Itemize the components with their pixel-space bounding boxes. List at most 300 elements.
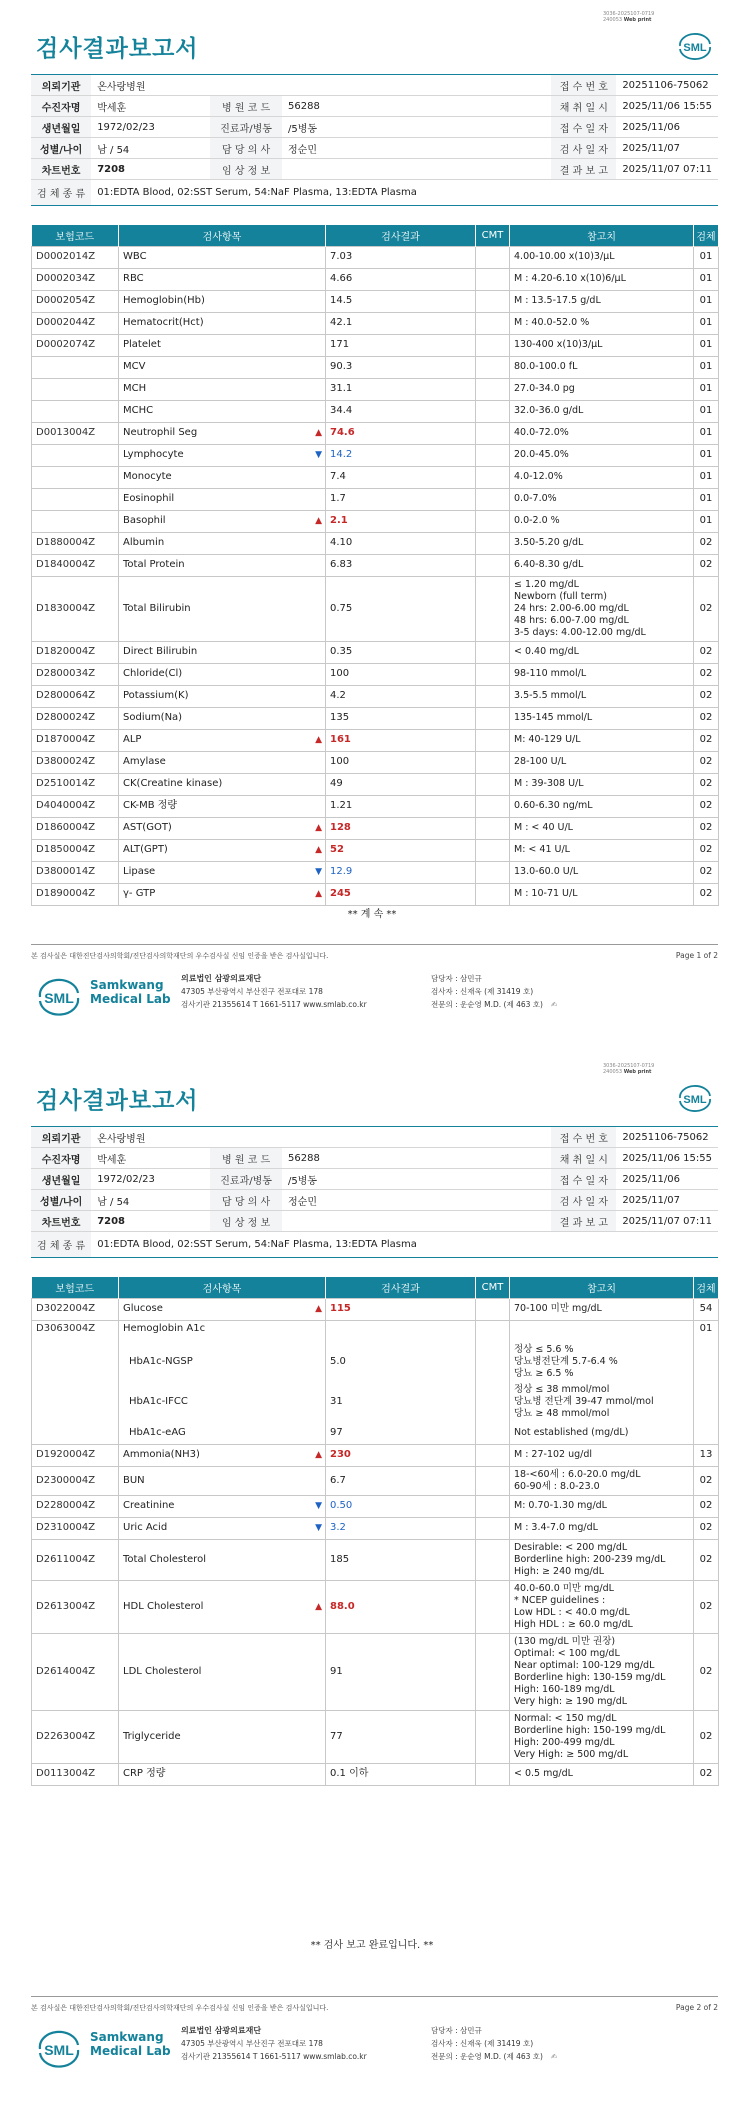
- col-spec-header: 검체: [694, 225, 719, 246]
- specimen-value: 01:EDTA Blood, 02:SST Serum, 54:NaF Plasma, 13:EDTA Plasma: [91, 180, 718, 206]
- result-reference: M : 39-308 U/L: [510, 773, 694, 795]
- result-code: [32, 444, 119, 466]
- result-item-label: HbA1c-NGSP: [129, 1356, 193, 1367]
- coll-value: 2025/11/06 15:55: [616, 96, 718, 117]
- result-item-label: Amylase: [123, 756, 166, 767]
- result-specimen: 02: [694, 729, 719, 751]
- dept-value: /5병동: [282, 1169, 551, 1190]
- result-cmt: [476, 312, 510, 334]
- dept-label: 진료과/병동: [210, 1169, 282, 1190]
- result-code: D2611004Z: [32, 1539, 119, 1580]
- test-value: 2025/11/07: [616, 138, 718, 159]
- result-cmt: [476, 1539, 510, 1580]
- result-reference: 정상 ≤ 5.6 % 당뇨병전단계 5.7-6.4 % 당뇨 ≥ 6.5 %: [510, 1342, 694, 1382]
- lab-name-line: Samkwang: [90, 2030, 164, 2044]
- clinical-label: 임 상 정 보: [210, 159, 282, 180]
- result-cmt: [476, 1466, 510, 1495]
- coll-value: 2025/11/06 15:55: [616, 1148, 718, 1169]
- coll-label: 채 취 일 시: [551, 1148, 616, 1169]
- result-cmt: [476, 554, 510, 576]
- recv-label: 접 수 일 자: [551, 117, 616, 138]
- result-specimen: 02: [694, 1466, 719, 1495]
- result-specimen: 02: [694, 1539, 719, 1580]
- result-cmt: [476, 290, 510, 312]
- result-item-label: Hematocrit(Hct): [123, 317, 204, 328]
- report-label: 결 과 보 고: [551, 1211, 616, 1232]
- low-flag-icon: ▼: [315, 450, 322, 460]
- stamp-line: 240053: [603, 1069, 623, 1075]
- result-code: D0002054Z: [32, 290, 119, 312]
- result-row: [32, 334, 719, 356]
- results-table: [31, 1277, 719, 1786]
- hospcode-label: 병 원 코 드: [210, 96, 282, 117]
- result-value: 91: [326, 1633, 476, 1710]
- sexage-value: 남 / 54: [91, 1190, 210, 1211]
- result-row: [32, 1539, 719, 1580]
- result-item: [119, 444, 326, 466]
- result-item: [119, 290, 326, 312]
- result-cmt: [476, 795, 510, 817]
- high-flag-icon: ▲: [315, 889, 322, 899]
- staff-line: 검사자 : 신재욱 (제 31419 호): [431, 987, 534, 996]
- result-code: D2614004Z: [32, 1633, 119, 1710]
- result-value: 0.75: [326, 576, 476, 641]
- result-item-label: Lymphocyte: [123, 449, 184, 460]
- result-reference: (130 mg/dL 미만 권장) Optimal: < 100 mg/dL Near optimal: 100-129 mg/dL Borderline high: 130-159 mg/dL High: 160-189 mg/dL Very high: ≥ 190 mg/dL: [510, 1633, 694, 1710]
- chart-label: 차트번호: [31, 159, 91, 180]
- result-reference: 0.0-7.0%: [510, 488, 694, 510]
- name-value: 박세훈: [91, 1148, 210, 1169]
- patient-info-table: [31, 74, 718, 206]
- result-item: [119, 488, 326, 510]
- result-reference: 4.00-10.00 x(10)3/μL: [510, 246, 694, 268]
- result-value: 31.1: [326, 378, 476, 400]
- result-reference: [510, 1320, 694, 1342]
- result-specimen: 01: [694, 312, 719, 334]
- report-page-2: [0, 1052, 744, 2104]
- result-item-label: Albumin: [123, 537, 165, 548]
- result-cmt: [476, 883, 510, 905]
- result-reference: 정상 ≤ 38 mmol/mol 당뇨병 전단계 39-47 mmol/mol 당뇨 ≥ 48 mmol/mol: [510, 1382, 694, 1422]
- result-specimen: 02: [694, 795, 719, 817]
- clinical-value: [282, 159, 551, 180]
- result-row: [32, 1298, 719, 1320]
- result-reference: 0.0-2.0 %: [510, 510, 694, 532]
- result-item: [119, 532, 326, 554]
- result-value: 4.10: [326, 532, 476, 554]
- lab-name-line: Medical Lab: [90, 992, 171, 1006]
- result-item: [119, 883, 326, 905]
- result-reference: 32.0-36.0 g/dL: [510, 400, 694, 422]
- signature-icon: ✍: [550, 1000, 558, 1009]
- result-item-label: Monocyte: [123, 471, 172, 482]
- high-flag-icon: ▲: [315, 1304, 322, 1314]
- logo-text: SML: [44, 2042, 74, 2058]
- result-reference: 3.50-5.20 g/dL: [510, 532, 694, 554]
- result-code: D1880004Z: [32, 532, 119, 554]
- result-cmt: [476, 861, 510, 883]
- result-item: [119, 356, 326, 378]
- result-reference: 70-100 미만 mg/dL: [510, 1298, 694, 1320]
- result-specimen: 02: [694, 707, 719, 729]
- result-row: [32, 1320, 719, 1342]
- result-reference: 40.0-72.0%: [510, 422, 694, 444]
- result-specimen: 02: [694, 1710, 719, 1763]
- result-code: D0002034Z: [32, 268, 119, 290]
- col-cmt-header: CMT: [476, 225, 510, 246]
- test-label: 검 사 일 자: [551, 138, 616, 159]
- result-code: [32, 378, 119, 400]
- report-label: 결 과 보 고: [551, 159, 616, 180]
- results-table: [31, 225, 719, 906]
- result-row: [32, 576, 719, 641]
- lab-name: [90, 978, 171, 1006]
- result-item-label: CK(Creatine kinase): [123, 778, 223, 789]
- result-item-label: Basophil: [123, 515, 166, 526]
- result-row: [32, 1633, 719, 1710]
- result-specimen: 01: [694, 290, 719, 312]
- result-row: [32, 685, 719, 707]
- result-item: [119, 1763, 326, 1785]
- result-item-label: Potassium(K): [123, 690, 189, 701]
- result-row: [32, 773, 719, 795]
- result-specimen: 01: [694, 356, 719, 378]
- result-reference: 0.60-6.30 ng/mL: [510, 795, 694, 817]
- result-code: D0113004Z: [32, 1763, 119, 1785]
- result-cmt: [476, 1633, 510, 1710]
- result-row: [32, 488, 719, 510]
- result-row: [32, 1763, 719, 1785]
- result-value: 31: [326, 1382, 476, 1422]
- result-row: [32, 378, 719, 400]
- result-code: D2300004Z: [32, 1466, 119, 1495]
- lab-inst: 검사기관 21355614 T 1661-5117 www.smlab.co.kr: [181, 2052, 367, 2061]
- result-item-label: Total Bilirubin: [123, 602, 191, 614]
- result-code: [32, 1342, 119, 1382]
- lab-addr: 47305 부산광역시 부산진구 전포대로 178: [181, 2039, 323, 2048]
- staff-line: 전문의 : 운순영 M.D. (제 463 호): [431, 2052, 543, 2061]
- result-reference: < 0.5 mg/dL: [510, 1763, 694, 1785]
- chart-value: 7208: [91, 1211, 210, 1232]
- name-value: 박세훈: [91, 96, 210, 117]
- result-specimen: 01: [694, 334, 719, 356]
- result-item-label: Direct Bilirubin: [123, 646, 198, 657]
- result-code: D1920004Z: [32, 1444, 119, 1466]
- high-flag-icon: ▲: [315, 428, 322, 438]
- hospital-value: 온사랑병원: [91, 1127, 551, 1148]
- result-row: [32, 466, 719, 488]
- result-item-label: Uric Acid: [123, 1522, 168, 1533]
- result-reference: 98-110 mmol/L: [510, 663, 694, 685]
- result-row: [32, 1342, 719, 1382]
- hospital-label: 의뢰기관: [31, 1127, 91, 1148]
- result-reference: 80.0-100.0 fL: [510, 356, 694, 378]
- logo-text: SML: [683, 1094, 707, 1106]
- result-specimen: 01: [694, 1320, 719, 1342]
- result-cmt: [476, 1517, 510, 1539]
- patient-info-table: [31, 1126, 718, 1258]
- result-item: [119, 1444, 326, 1466]
- result-item-label: HbA1c-eAG: [129, 1426, 186, 1438]
- col-code-header: 보험코드: [32, 1277, 119, 1298]
- result-row: [32, 268, 719, 290]
- result-cmt: [476, 1342, 510, 1382]
- result-row: [32, 356, 719, 378]
- stamp-line: Web print: [623, 1069, 652, 1075]
- hospcode-value: 56288: [282, 1148, 551, 1169]
- result-item: [119, 1633, 326, 1710]
- result-item: [119, 817, 326, 839]
- result-item-label: ALP: [123, 734, 142, 745]
- coll-label: 채 취 일 시: [551, 96, 616, 117]
- result-reference: 28-100 U/L: [510, 751, 694, 773]
- result-item: [119, 1710, 326, 1763]
- result-value: 5.0: [326, 1342, 476, 1382]
- result-cmt: [476, 1320, 510, 1342]
- result-reference: M : 10-71 U/L: [510, 883, 694, 905]
- result-reference: 27.0-34.0 pg: [510, 378, 694, 400]
- dob-label: 생년월일: [31, 1169, 91, 1190]
- result-specimen: 01: [694, 422, 719, 444]
- result-value: 2.1: [326, 510, 476, 532]
- logo-text: SML: [683, 42, 707, 54]
- stamp-line: 3036-2025107-0719: [603, 1063, 655, 1069]
- result-item: [119, 510, 326, 532]
- result-value: 128: [326, 817, 476, 839]
- recv-label: 접 수 일 자: [551, 1169, 616, 1190]
- lab-org: 의료법인 삼광의료재단: [181, 974, 262, 983]
- result-item-label: WBC: [123, 251, 147, 262]
- sml-logo-icon: [676, 32, 714, 60]
- result-item: [119, 1539, 326, 1580]
- result-row: [32, 422, 719, 444]
- result-specimen: 01: [694, 488, 719, 510]
- result-reference: < 0.40 mg/dL: [510, 641, 694, 663]
- name-label: 수진자명: [31, 96, 91, 117]
- result-code: [32, 466, 119, 488]
- result-row: [32, 663, 719, 685]
- result-item-label: Eosinophil: [123, 493, 175, 504]
- result-value: 100: [326, 751, 476, 773]
- col-result-header: 검사결과: [326, 1277, 476, 1298]
- sexage-label: 성별/나이: [31, 1190, 91, 1211]
- result-cmt: [476, 729, 510, 751]
- result-item-label: Sodium(Na): [123, 712, 183, 723]
- result-reference: 18-<60세 : 6.0-20.0 mg/dL 60-90세 : 8.0-23.0: [510, 1466, 694, 1495]
- result-item: [119, 422, 326, 444]
- result-code: D2800024Z: [32, 707, 119, 729]
- result-reference: 6.40-8.30 g/dL: [510, 554, 694, 576]
- result-item: [119, 1580, 326, 1633]
- result-reference: Normal: < 150 mg/dL Borderline high: 150-199 mg/dL High: 200-499 mg/dL Very High: ≥ 500 mg/dL: [510, 1710, 694, 1763]
- result-cmt: [476, 444, 510, 466]
- col-ref-header: 참고치: [510, 225, 694, 246]
- result-value: 185: [326, 1539, 476, 1580]
- result-reference: M : 13.5-17.5 g/dL: [510, 290, 694, 312]
- hospital-label: 의뢰기관: [31, 75, 91, 96]
- result-cmt: [476, 1495, 510, 1517]
- result-cmt: [476, 1444, 510, 1466]
- dob-value: 1972/02/23: [91, 117, 210, 138]
- result-specimen: 02: [694, 1580, 719, 1633]
- result-specimen: 02: [694, 861, 719, 883]
- result-specimen: 01: [694, 246, 719, 268]
- result-item: [119, 839, 326, 861]
- result-cmt: [476, 641, 510, 663]
- result-specimen: 01: [694, 268, 719, 290]
- result-item-label: Triglyceride: [123, 1730, 181, 1742]
- report-title: 검사결과보고서: [36, 1088, 199, 1114]
- result-value: 1.21: [326, 795, 476, 817]
- result-value: 14.5: [326, 290, 476, 312]
- result-cmt: [476, 422, 510, 444]
- result-row: [32, 1444, 719, 1466]
- result-specimen: 13: [694, 1444, 719, 1466]
- result-row: [32, 1580, 719, 1633]
- result-code: D1830004Z: [32, 576, 119, 641]
- result-code: D3022004Z: [32, 1298, 119, 1320]
- stamp-line: 240053: [603, 17, 623, 23]
- staff-line: 담당자 : 삼민규: [431, 974, 482, 983]
- doctor-value: 정순민: [282, 1190, 551, 1211]
- result-value: 90.3: [326, 356, 476, 378]
- result-reference: M: 40-129 U/L: [510, 729, 694, 751]
- clinical-label: 임 상 정 보: [210, 1211, 282, 1232]
- result-item-label: Platelet: [123, 339, 161, 350]
- lab-staff: [431, 972, 557, 1011]
- result-item-label: AST(GOT): [123, 822, 172, 833]
- result-row: [32, 400, 719, 422]
- result-cmt: [476, 751, 510, 773]
- result-item: [119, 1466, 326, 1495]
- result-value: 6.7: [326, 1466, 476, 1495]
- result-reference: 13.0-60.0 U/L: [510, 861, 694, 883]
- result-row: [32, 1422, 719, 1444]
- result-item: [119, 641, 326, 663]
- logo-text: SML: [44, 990, 74, 1006]
- result-item-label: CRP 정량: [123, 1768, 166, 1779]
- result-row: [32, 1495, 719, 1517]
- result-reference: 130-400 x(10)3/μL: [510, 334, 694, 356]
- result-item: [119, 1298, 326, 1320]
- name-label: 수진자명: [31, 1148, 91, 1169]
- result-reference: Desirable: < 200 mg/dL Borderline high: 200-239 mg/dL High: ≥ 240 mg/dL: [510, 1539, 694, 1580]
- result-reference: 40.0-60.0 미만 mg/dL * NCEP guidelines : Low HDL : < 40.0 mg/dL High HDL : ≥ 60.0 mg/dL: [510, 1580, 694, 1633]
- lab-address: [181, 972, 367, 1011]
- col-code-header: 보험코드: [32, 225, 119, 246]
- clinical-value: [282, 1211, 551, 1232]
- result-item-label: Lipase: [123, 866, 156, 877]
- result-reference: M : < 40 U/L: [510, 817, 694, 839]
- lab-name-line: Samkwang: [90, 978, 164, 992]
- specimen-label: 검 체 종 류: [31, 1232, 91, 1258]
- continued-note: ** 계 속 **: [347, 909, 397, 920]
- stamp-line: 3036-2025107-0719: [603, 11, 655, 17]
- result-row: [32, 1710, 719, 1763]
- result-specimen: 01: [694, 378, 719, 400]
- result-code: D2800034Z: [32, 663, 119, 685]
- result-cmt: [476, 1580, 510, 1633]
- result-value: 49: [326, 773, 476, 795]
- result-row: [32, 1466, 719, 1495]
- result-code: [32, 1382, 119, 1422]
- result-item-label: Hemoglobin A1c: [123, 1322, 206, 1334]
- result-value: 135: [326, 707, 476, 729]
- result-item-label: HDL Cholesterol: [123, 1600, 204, 1612]
- result-code: D4040004Z: [32, 795, 119, 817]
- result-item-label: HbA1c-IFCC: [129, 1396, 188, 1407]
- lab-address: [181, 2024, 367, 2063]
- recv-value: 2025/11/06: [616, 1169, 718, 1190]
- result-item: [119, 663, 326, 685]
- result-code: D0002044Z: [32, 312, 119, 334]
- result-value: 4.66: [326, 268, 476, 290]
- result-specimen: 02: [694, 1517, 719, 1539]
- result-item: [119, 773, 326, 795]
- result-specimen: 02: [694, 839, 719, 861]
- result-item: [119, 312, 326, 334]
- result-item: [119, 861, 326, 883]
- lab-inst: 검사기관 21355614 T 1661-5117 www.smlab.co.kr: [181, 1000, 367, 1009]
- accno-label: 접 수 번 호: [551, 1127, 616, 1148]
- result-item-label: ALT(GPT): [123, 844, 168, 855]
- result-value: 6.83: [326, 554, 476, 576]
- result-code: D1870004Z: [32, 729, 119, 751]
- result-value: 12.9: [326, 861, 476, 883]
- result-value: 115: [326, 1298, 476, 1320]
- chart-label: 차트번호: [31, 1211, 91, 1232]
- result-value: 7.03: [326, 246, 476, 268]
- result-value: 1.7: [326, 488, 476, 510]
- high-flag-icon: ▲: [315, 1450, 322, 1460]
- result-cmt: [476, 510, 510, 532]
- result-value: 0.35: [326, 641, 476, 663]
- lab-staff: [431, 2024, 557, 2063]
- footer-divider: [31, 1996, 718, 1997]
- result-row: [32, 795, 719, 817]
- result-value: 42.1: [326, 312, 476, 334]
- result-code: D3800014Z: [32, 861, 119, 883]
- result-specimen: 02: [694, 685, 719, 707]
- result-item-label: LDL Cholesterol: [123, 1665, 202, 1677]
- result-row: [32, 312, 719, 334]
- accno-label: 접 수 번 호: [551, 75, 616, 96]
- doctor-label: 담 당 의 사: [210, 138, 282, 159]
- result-value: 52: [326, 839, 476, 861]
- high-flag-icon: ▲: [315, 735, 322, 745]
- result-value: 230: [326, 1444, 476, 1466]
- col-item-header: 검사항목: [119, 1277, 326, 1298]
- accreditation-note: 본 검사실은 대한진단검사의학회/진단검사의학재단의 우수검사실 신임 인증을 받은 검사실입니다.: [31, 2004, 329, 2012]
- result-reference: M : 4.20-6.10 x(10)6/μL: [510, 268, 694, 290]
- result-code: [32, 1422, 119, 1444]
- dept-value: /5병동: [282, 117, 551, 138]
- result-item-label: MCH: [123, 383, 147, 394]
- result-code: D2280004Z: [32, 1495, 119, 1517]
- result-reference: ≤ 1.20 mg/dL Newborn (full term) 24 hrs: 2.00-6.00 mg/dL 48 hrs: 6.00-7.00 mg/dL 3-5 days: 4.00-12.00 mg/dL: [510, 576, 694, 641]
- doctor-value: 정순민: [282, 138, 551, 159]
- hospital-value: 온사랑병원: [91, 75, 551, 96]
- result-cmt: [476, 488, 510, 510]
- result-cmt: [476, 576, 510, 641]
- result-specimen: 54: [694, 1298, 719, 1320]
- result-code: D0002014Z: [32, 246, 119, 268]
- staff-line: 담당자 : 삼민규: [431, 2026, 482, 2035]
- test-value: 2025/11/07: [616, 1190, 718, 1211]
- result-item: [119, 1422, 326, 1444]
- sml-logo-icon: [36, 2028, 82, 2068]
- page-number: Page 2 of 2: [675, 2003, 718, 2012]
